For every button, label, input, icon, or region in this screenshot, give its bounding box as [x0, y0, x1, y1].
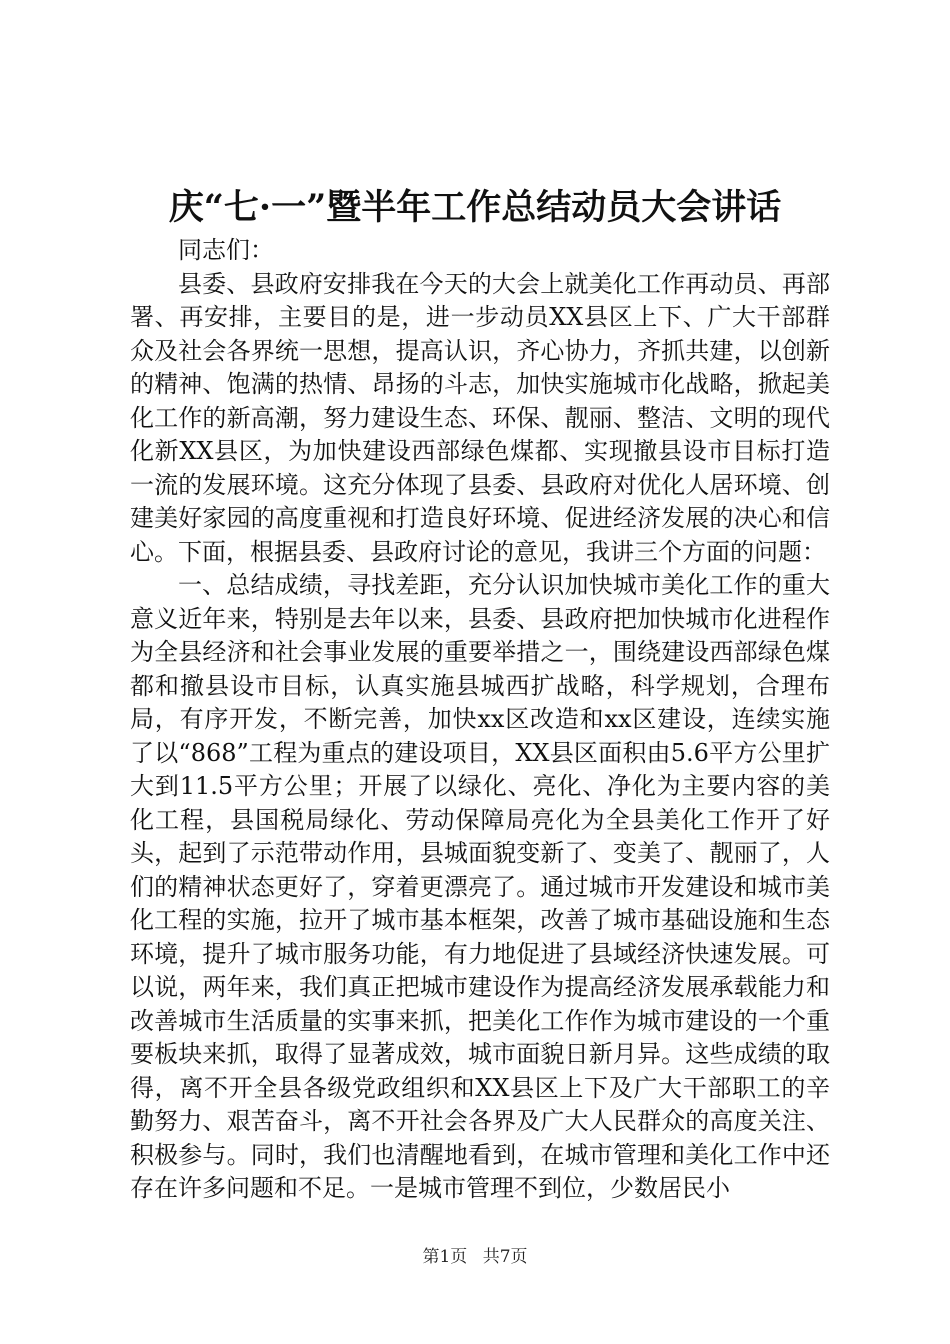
- page-number-total: 共7页: [482, 1247, 528, 1267]
- document-title: 庆“七·一”暨半年工作总结动员大会讲话: [168, 187, 782, 228]
- salutation: 同志们：: [178, 236, 274, 264]
- page-number-current: 第1页: [422, 1247, 468, 1267]
- paragraph-1: 县委、县政府安排我在今天的大会上就美化工作再动员、再部署、再安排，主要目的是，进一步动员XX县区上下、广大干部群众及社会各界统一思想，提高认识，齐心协力，齐抓共建，以创新的精神、饱满的热情、昂扬的斗志，加快实施城市化战略，掀起美化工作的新高潮，努力建设生态、环保、靓丽、整洁、文明的现代化新XX县区，为加快建设西部绿色煤都、实现撤县设市目标打造一流的发展环境。这充分体现了县委、县政府对优化人居环境、创建美好家园的高度重视和打造良好环境、促进经济发展的决心和信心。下面，根据县委、县政府讨论的意见，我讲三个方面的问题：: [130, 269, 830, 566]
- page-footer: [0, 1245, 950, 1269]
- paragraph-2: 一、总结成绩，寻找差距，充分认识加快城市美化工作的重大意义近年来，特别是去年以来，县委、县政府把加快城市化进程作为全县经济和社会事业发展的重要举措之一，围绕建设西部绿色煤都和撤县设市目标，认真实施县城西扩战略，科学规划，合理布局，有序开发，不断完善，加快xx区改造和xx区建设，连续实施了以“868”工程为重点的建设项目，XX县区面积由5.6平方公里扩大到11.5平方公里；开展了以绿化、亮化、净化为主要内容的美化工程，县国税局绿化、劳动保障局亮化为全县美化工作开了好头，起到了示范带动作用，县城面貌变新了、变美了、靓丽了，人们的精神状态更好了，穿着更漂亮了。通过城市开发建设和城市美化工程的实施，拉开了城市基本框架，改善了城市基础设施和生态环境，提升了城市服务功能，有力地促进了县域经济快速发展。可以说，两年来，我们真正把城市建设作为提高经济发展承载能力和改善城市生活质量的实事来抓，把美化工作作为城市建设的一个重要板块来抓，取得了显著成效，城市面貌日新月异。这些成绩的取得，离不开全县各级党政组织和XX县区上下及广大干部职工的辛勤努力、艰苦奋斗，离不开社会各界及广大人民群众的高度关注、积极参与。同时，我们也清醒地看到，在城市管理和美化工作中还存在许多问题和不足。一是城市管理不到位，少数居民小: [130, 571, 830, 1202]
- document-body: [130, 234, 830, 1206]
